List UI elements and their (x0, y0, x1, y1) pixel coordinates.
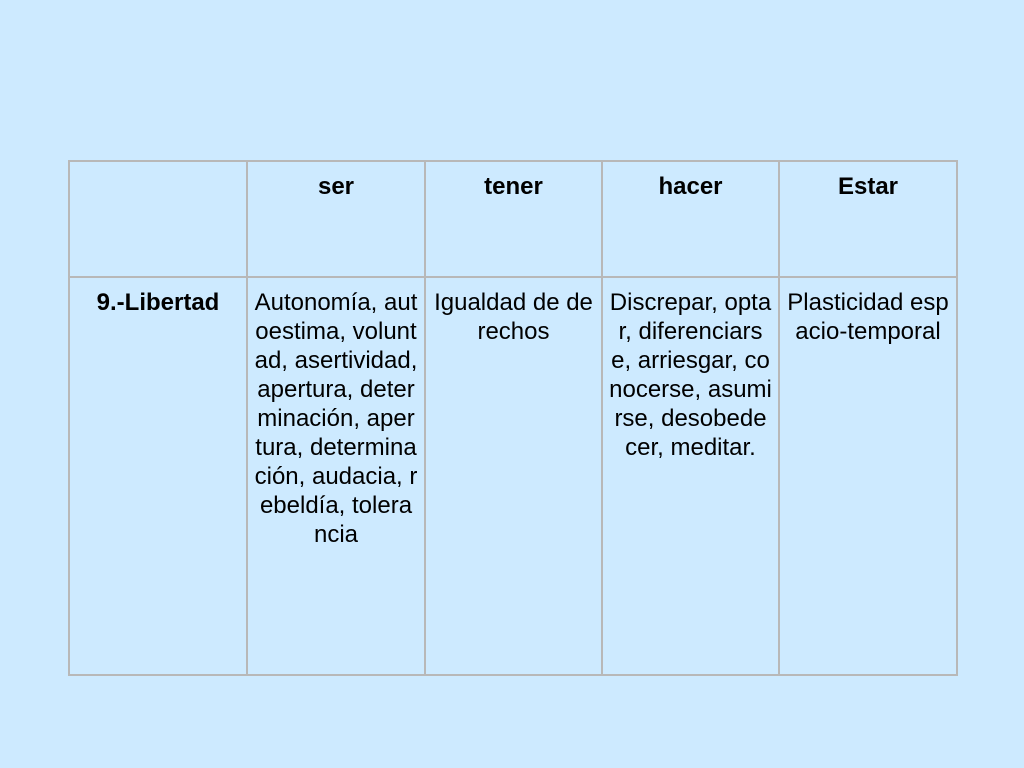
cell-tener: Igualdad de derechos (425, 277, 602, 675)
header-cell-ser: ser (247, 161, 425, 277)
table-header-row (69, 161, 957, 277)
row-label-libertad: 9.-Libertad (69, 277, 247, 675)
values-table (68, 160, 958, 676)
cell-estar: Plasticidad espacio-temporal (779, 277, 957, 675)
header-cell-tener: tener (425, 161, 602, 277)
cell-hacer: Discrepar, optar, diferenciarse, arriesgar, conocerse, asumirse, desobedecer, meditar. (602, 277, 779, 675)
header-cell-estar: Estar (779, 161, 957, 277)
table-row (69, 277, 957, 675)
header-cell-hacer: hacer (602, 161, 779, 277)
header-cell-empty (69, 161, 247, 277)
cell-ser: Autonomía, autoestima, voluntad, asertividad, apertura, determinación, apertura, determinación, audacia, rebeldía, tolerancia (247, 277, 425, 675)
